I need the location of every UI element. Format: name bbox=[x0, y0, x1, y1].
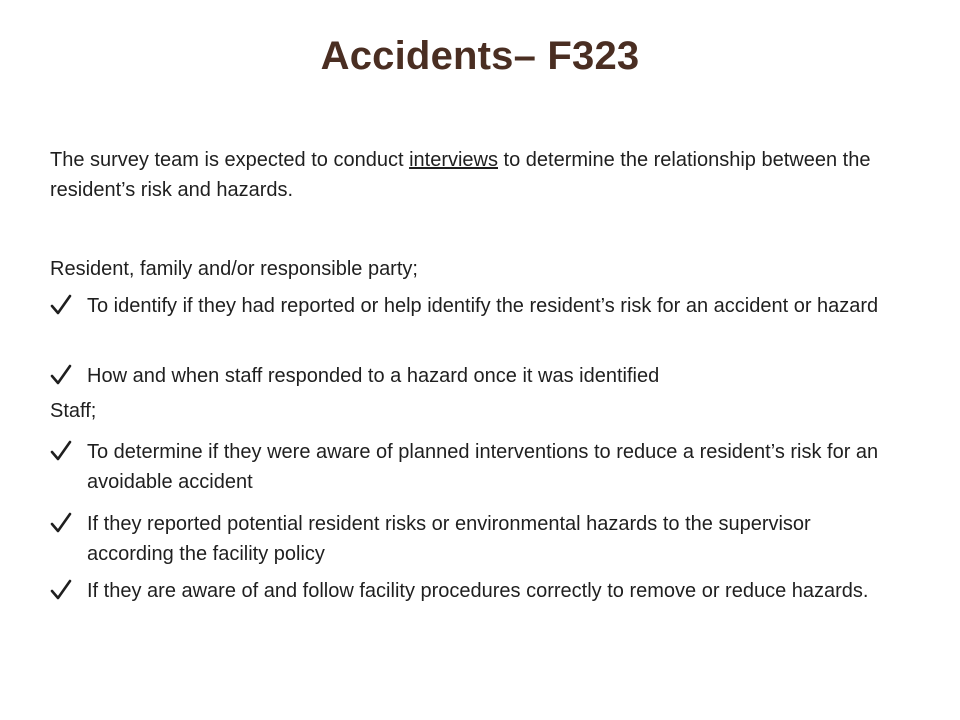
check-mark-icon bbox=[50, 577, 72, 603]
section-label-staff: Staff; bbox=[50, 400, 97, 422]
check-mark-icon bbox=[50, 438, 72, 464]
list-item bbox=[50, 291, 900, 321]
slide-title: Accidents– F323 bbox=[320, 34, 640, 78]
check-mark-icon bbox=[50, 510, 72, 536]
list-item bbox=[50, 509, 900, 569]
list-item-text: To determine if they were aware of planned interventions to reduce a resident’s risk for an avoidable accident bbox=[87, 441, 879, 493]
list-item-text: If they reported potential resident risks or environmental hazards to the supervisor according the facility policy bbox=[87, 513, 811, 565]
list-item-text: If they are aware of and follow facility procedures correctly to remove or reduce hazards. bbox=[87, 580, 869, 602]
list-item bbox=[50, 576, 900, 606]
intro-paragraph bbox=[50, 145, 880, 205]
list-item bbox=[50, 361, 900, 391]
check-mark-icon bbox=[50, 292, 72, 318]
list-item-text: How and when staff responded to a hazard once it was identified bbox=[87, 365, 660, 387]
intro-underlined-word: interviews bbox=[409, 149, 498, 171]
section-label-resident: Resident, family and/or responsible party; bbox=[50, 258, 418, 280]
check-mark-icon bbox=[50, 362, 72, 388]
intro-text-end: to determine the relationship between the resident’s risk and hazards. bbox=[50, 149, 871, 201]
list-item bbox=[50, 437, 900, 497]
intro-text-start: The survey team is expected to conduct bbox=[50, 149, 410, 171]
list-item-text: To identify if they had reported or help identify the resident’s risk for an accident or hazard bbox=[87, 295, 879, 317]
